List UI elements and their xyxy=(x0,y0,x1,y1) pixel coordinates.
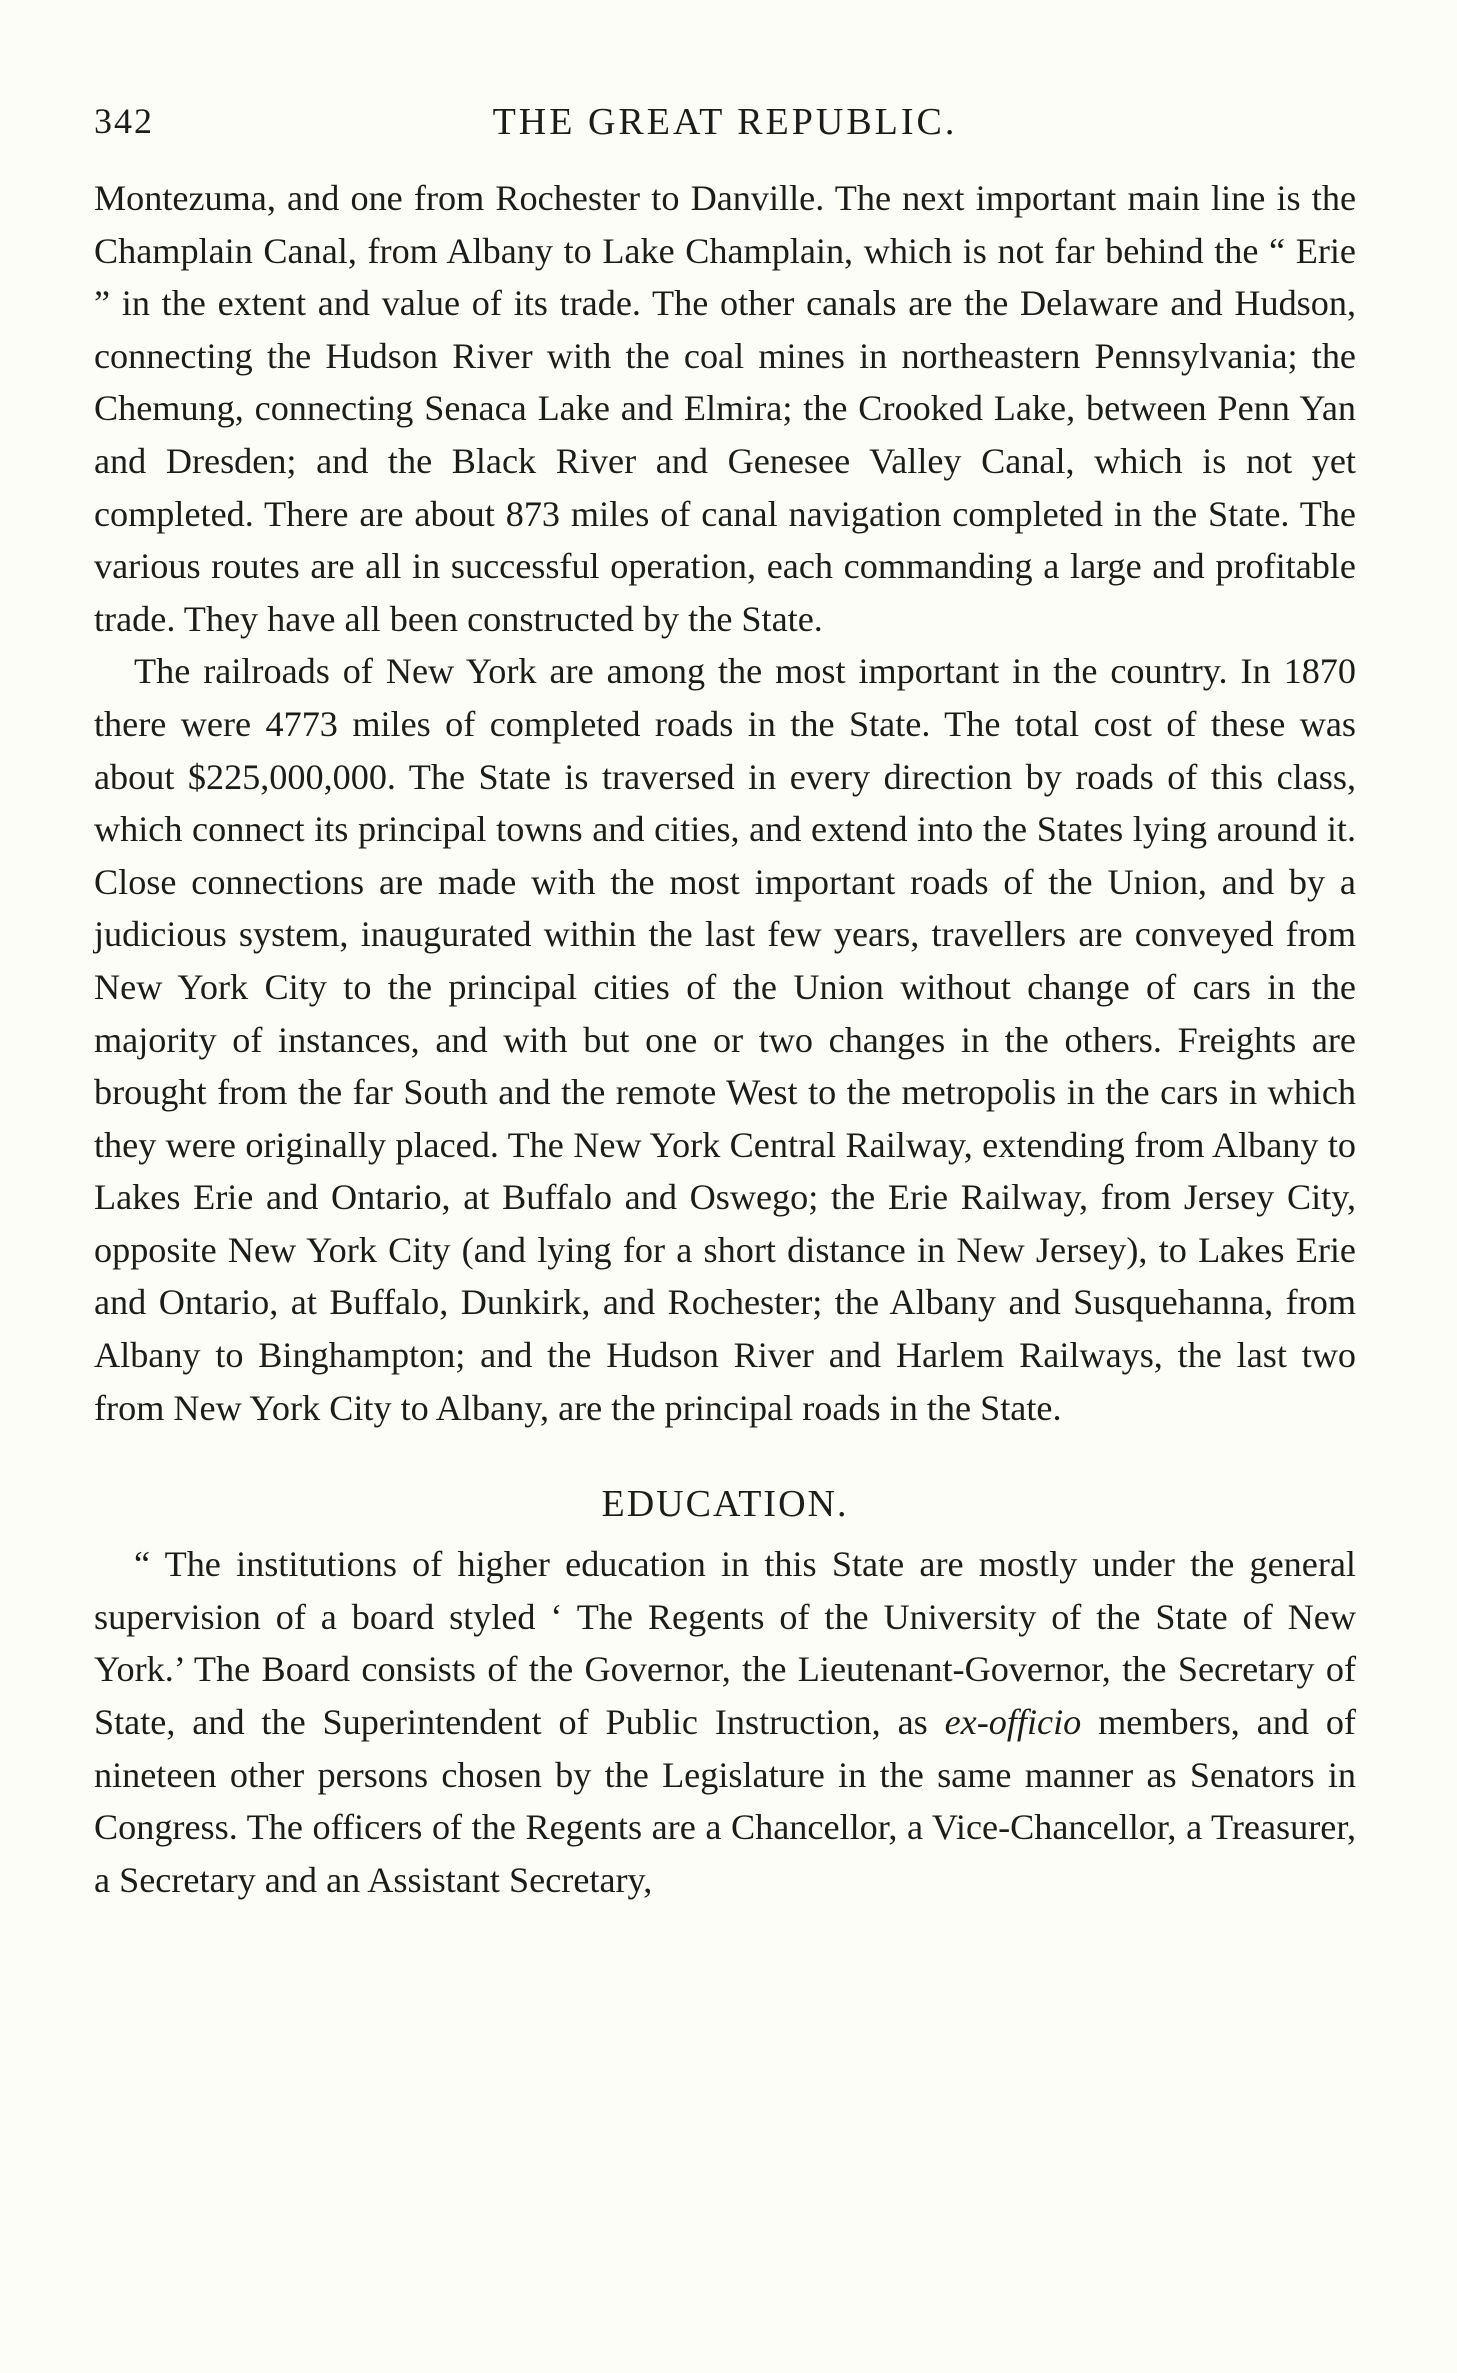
running-title: THE GREAT REPUBLIC. xyxy=(492,101,958,143)
education-text-italic: ex-officio xyxy=(944,1702,1082,1743)
running-head xyxy=(94,92,1356,152)
book-page xyxy=(94,92,1356,1906)
section-heading-education: EDUCATION. xyxy=(601,1483,849,1526)
paragraph-railroads: The railroads of New York are among the most important in the country. In 1870 there were 4773 miles of completed roads in the State. The total cost of these was about $225,000,000. The State is traversed in every direction by roads of this class, which connect its principal towns and cities, and extend into the States lying around it. Close connections are made with the most important roads of the Union, and by a judicious system, inaugurated within the last few years, travellers are conveyed from New York City to the principal cities of the Union without change of cars in the majority of instances, and with but one or two changes in the others. Freights are brought from the far South and the remote West to the metropolis in the cars in which they were originally placed. The New York Central Railway, extending from Albany to Lakes Erie and Ontario, at Buffalo and Oswego; the Erie Railway, from Jersey City, opposite New York City (and lying for a short distance in New Jersey), to Lakes Erie and Ontario, at Buffalo, Dunkirk, and Rochester; the Albany and Susquehanna, from Albany to Binghampton; and the Hudson River and Harlem Railways, the last two from New York City to Albany, are the principal roads in the State. xyxy=(94,651,1356,1428)
paragraph-canals: Montezuma, and one from Rochester to Danville. The next important main line is the Champlain Canal, from Albany to Lake Champlain, which is not far behind the “ Erie ” in the extent and value of its trade. The other canals are the Delaware and Hudson, connecting the Hudson River with the coal mines in northeastern Pennsylvania; the Chemung, connecting Senaca Lake and Elmira; the Crooked Lake, between Penn Yan and Dresden; and the Black River and Genesee Valley Canal, which is not yet completed. There are about 873 miles of canal navigation completed in the State. The various routes are all in successful operation, each commanding a large and profitable trade. They have all been constructed by the State. xyxy=(94,178,1356,639)
page-number: 342 xyxy=(94,101,154,141)
body-text xyxy=(94,172,1356,1906)
education-text-part2: members, and of nineteen other persons chosen by the Legislature in the same manner as Senators in Congress. The officers of the Regents are a Chancellor, a Vice-Chancellor, a Treasurer, a Secretary and an Assistant Secretary, xyxy=(94,1702,1356,1900)
education-text-part1: “ The institutions of higher education in this State are mostly under the general supervision of a board styled ‘ The Regents of the University of the State of New York.’ The Board consists of the Governor, the Lieutenant-Governor, the Secretary of State, and the Superintendent of Public Instruction, as xyxy=(94,1544,1356,1743)
paragraph-education xyxy=(94,1538,1356,1906)
